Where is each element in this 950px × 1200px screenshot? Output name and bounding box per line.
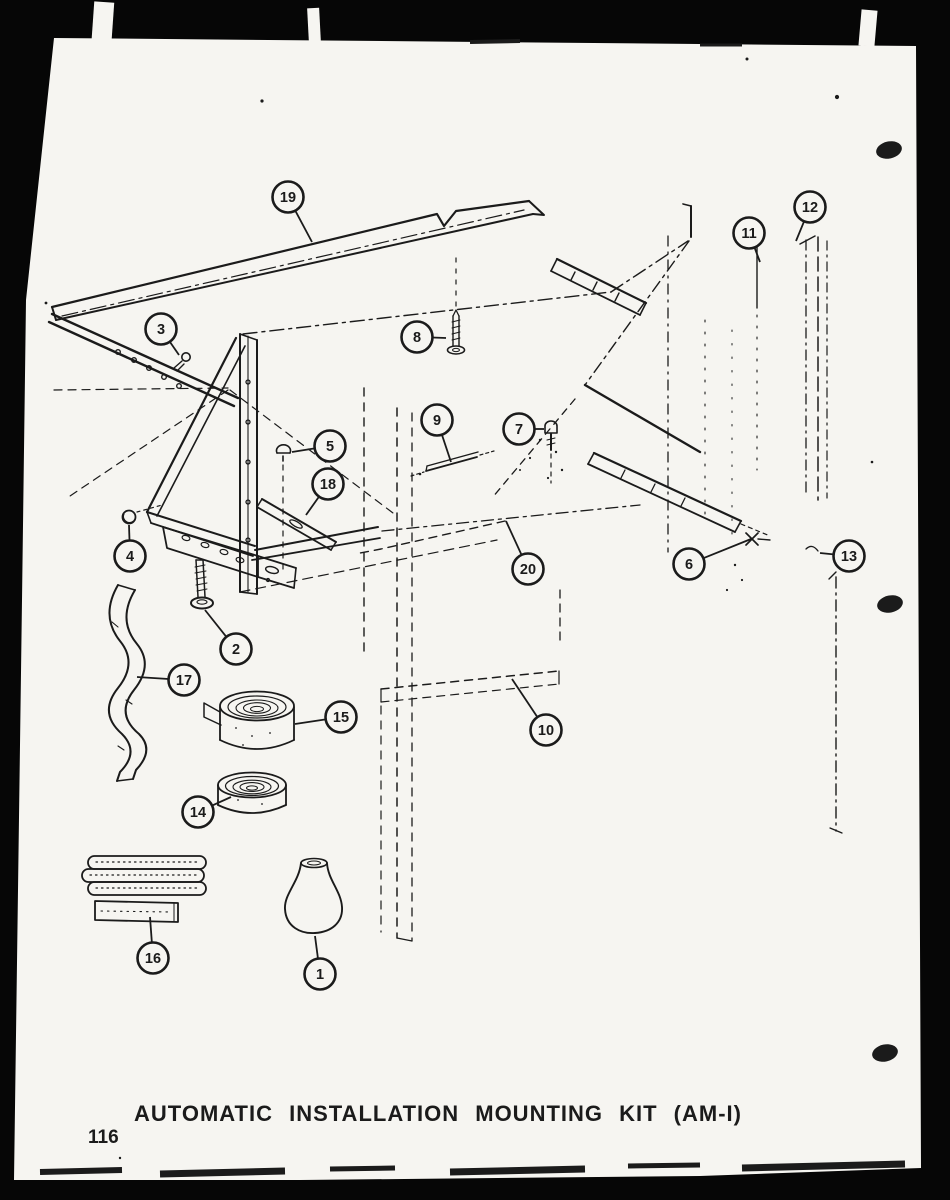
balloon-number: 19	[279, 190, 297, 207]
balloon-number: 4	[125, 549, 135, 566]
balloon-number: 15	[332, 710, 350, 727]
balloon-number: 9	[432, 413, 442, 430]
balloon-number: 6	[684, 557, 694, 574]
balloon-number: 8	[412, 330, 422, 347]
balloon-number: 12	[801, 200, 819, 217]
balloon-number: 5	[325, 439, 335, 456]
balloon-number: 10	[537, 723, 555, 740]
balloon-number: 3	[156, 322, 166, 339]
balloon-number: 17	[175, 673, 193, 690]
balloon-number: 1	[315, 967, 325, 984]
balloon-number: 7	[514, 422, 524, 439]
page-number: 116	[88, 1127, 119, 1148]
balloon-number: 14	[189, 805, 207, 822]
balloon-number: 18	[319, 477, 337, 494]
balloon-number: 2	[231, 642, 241, 659]
balloon-number: 16	[144, 951, 162, 968]
balloon-number: 13	[840, 549, 858, 566]
diagram-title: AUTOMATIC INSTALLATION MOUNTING KIT (AM-I)	[134, 1101, 742, 1126]
balloon-number: 11	[741, 226, 757, 243]
leader-line	[129, 525, 130, 541]
balloon-number: 20	[519, 562, 537, 579]
